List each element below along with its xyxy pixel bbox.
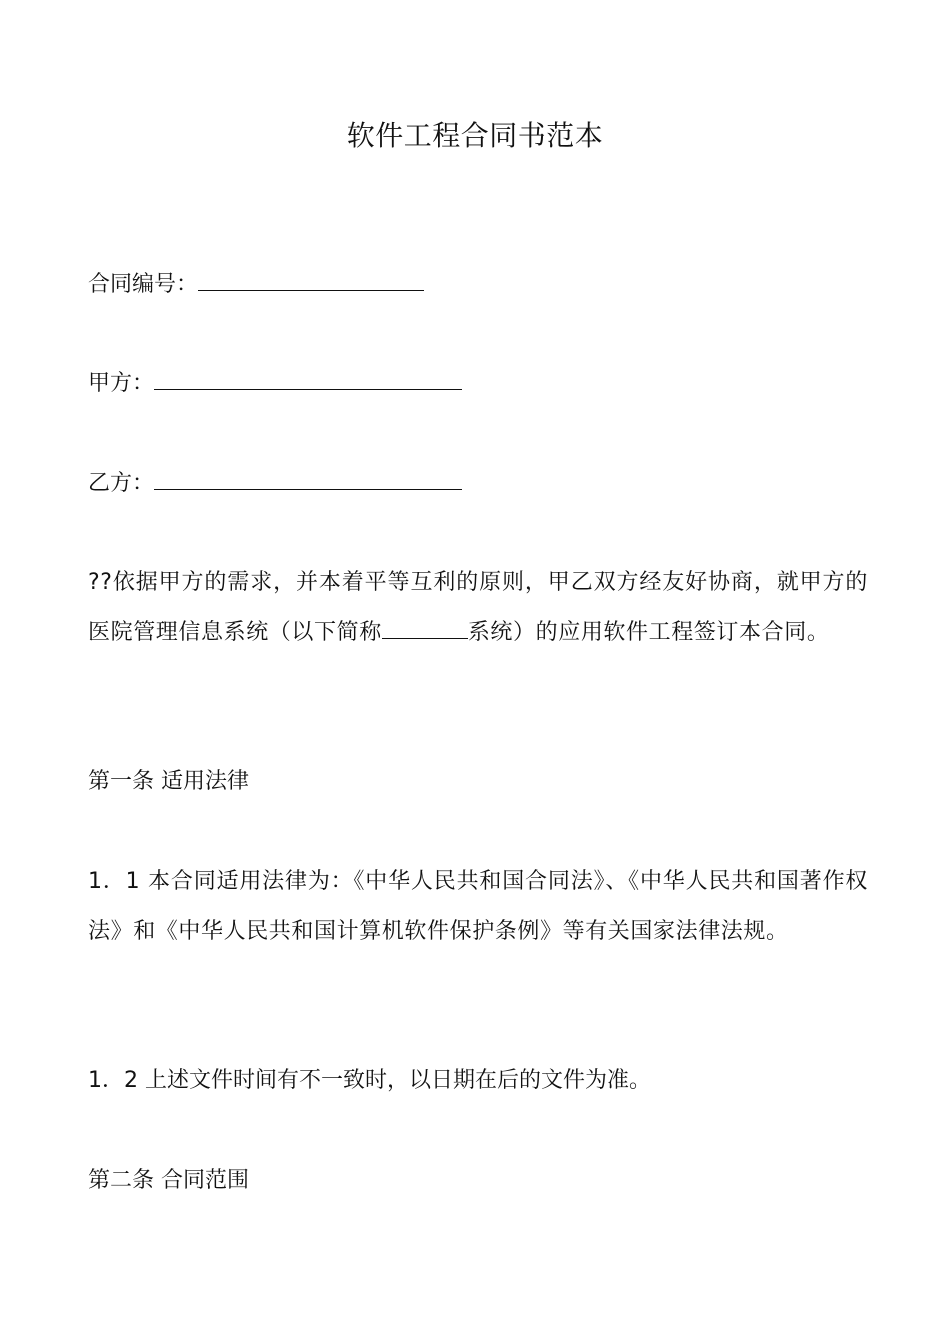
document-title: 软件工程合同书范本 — [346, 119, 604, 152]
contract-number-label: 合同编号： — [88, 272, 199, 297]
intro-text-end: 系统）的应用软件工程签订本合同。 — [467, 620, 830, 645]
intro-paragraph — [88, 558, 868, 658]
party-a-blank — [154, 359, 462, 390]
article-2-heading: 第二条 合同范围 — [88, 1168, 249, 1193]
system-name-blank — [382, 608, 468, 639]
party-b-label: 乙方： — [88, 471, 155, 496]
contract-number-blank — [198, 260, 424, 291]
article-1-heading: 第一条 适用法律 — [88, 769, 249, 794]
intro-text-start: ??依据甲方的需求，并本着平等互利的原则，甲乙双方经友好协商，就甲方的医院管理信息系统（以下简称 — [88, 570, 868, 645]
party-b-field — [88, 459, 868, 509]
party-b-blank — [154, 459, 462, 490]
party-a-label: 甲方： — [88, 371, 155, 396]
clause-1-1: 1．1 本合同适用法律为：《中华人民共和国合同法》、《中华人民共和国著作权法》和《中华人民共和国计算机软件保护条例》等有关国家法律法规。 — [88, 869, 868, 944]
clause-1-2: 1．2 上述文件时间有不一致时，以日期在后的文件为准。 — [88, 1068, 651, 1093]
party-a-field — [88, 359, 868, 409]
contract-number-field — [88, 260, 868, 310]
